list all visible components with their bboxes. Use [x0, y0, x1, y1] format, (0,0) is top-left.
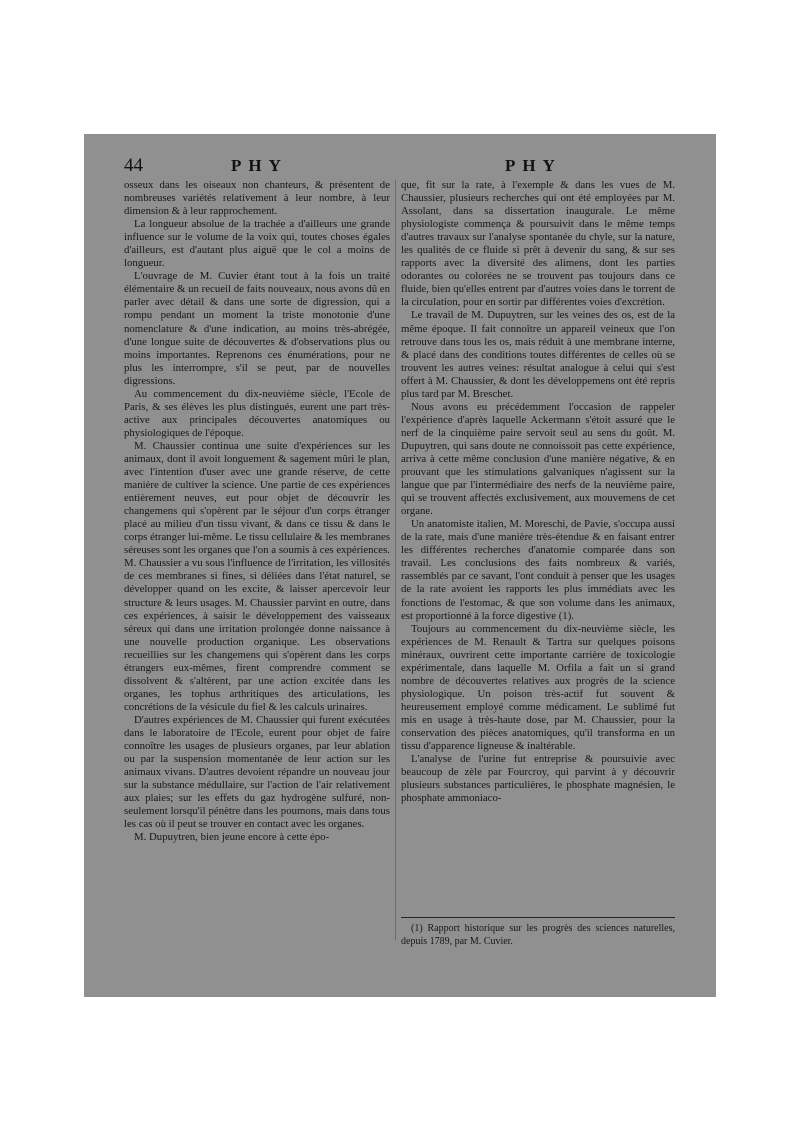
paragraph: M. Dupuytren, bien jeune encore à cette épo- — [134, 831, 330, 844]
footnote — [401, 922, 675, 948]
paragraph: D'autres expériences de M. Chaussier qui furent exécutées dans le laboratoire de l'Ecole, eurent pour objet de faire connoître les usages de plusieurs organes, par leur ablation ou par la suspension momentanée de leur action sur les animaux vivans. D'autres devoient répandre un nouveau jour sur la substance médullaire, sur l'action de l'air relativement aux plaies; sur les effets du gaz hydrogène sulfuré, non-seulement lorsqu'il pénètre dans les poumons, mais dans tous les cas où il peut se trouver en contact avec les organes. — [124, 713, 390, 831]
paragraph: L'analyse de l'urine fut entreprise & poursuivie avec beaucoup de zèle par Fourcroy, qui parvint à y découvrir plusieurs substances particulières, le phosphate magnésien, le phosphate ammoniaco- — [401, 753, 675, 805]
paragraph: Au commencement du dix-neuvième siècle, l'Ecole de Paris, & ses élèves les plus distingués, eurent une part très-active aux principales découvertes anatomiques ou physiologiques de l'époque. — [124, 387, 390, 439]
left-column — [124, 179, 390, 944]
paragraph: Un anatomiste italien, M. Moreschi, de Pavie, s'occupa aussi de la rate, mais d'une manière très-étendue & en faisant entrer les différentes recherches d'anatomie comparée dans son travail. Les conclusions des faits nombreux & variés, rassemblés par ce savant, l'ont conduit à penser que les usages de la rate avoient les rapports les plus immédiats avec les fonctions de l'estomac, & que son volume dans les animaux, est proportionné à la force digestive (1). — [401, 518, 675, 622]
paragraph: La longueur absolue de la trachée a d'ailleurs une grande influence sur le volume de la voix qui, toutes choses égales d'ailleurs, est d'autant plus aiguë que le col a moins de longueur. — [124, 218, 390, 270]
paragraph: Toujours au commencement du dix-neuvième siècle, les expériences de M. Renault & Tartra sur quelques poisons minéraux, ouvrirent cette importante carrière de toxicologie expérimentale, dans laquelle M. Orfila a fait un si grand nombre de découvertes relatives aux progrès de la science physiologique. Un poison très-actif fut souvent & heureusement employé comme médicament. Le sublimé fut mis en usage à très-haute dose, par M. Chaussier, pour la conservation des pièces anatomiques, qu'il transforma en un tissu d'apparence ligneuse & inaltérable. — [401, 622, 675, 753]
paragraph: M. Chaussier continua une suite d'expériences sur les animaux, dont il avoit longuement & sagement mûri le plan, avec l'intention d'user avec une grande réserve, de cette manière de cultiver la science. Une partie de ces expériences entièrement neuves, eut pour objet de découvrir les changemens qui s'opèrent par le séjour d'un corps étranger placé au milieu d'un tissu vivant, & dans ce tissu & dans le corps étranger lui-même. Le tissu cellulaire & les membranes séreuses sont les organes que l'on a soumis à ces expériences. M. Chaussier a vu sous l'influence de l'irritation, les villosités de ces membranes si fines, si déliées dans l'état naturel, se développer quand on les excite, & laisser apercevoir leur structure & leurs usages. M. Chaussier parvint en outre, dans ces expériences, à saisir le développement des vaisseaux séreux qui dans une irritation prolongée donne naissance à une nouvelle production organique. Les observations recueillies sur les changemens qui s'opèrent dans les corps étrangers eux-mêmes, firent comprendre comment se dissolvent & s'altèrent, par une action excitée dans les organes, les tophus arthritiques des articulations, les concrétions de la vésicule du fiel & les calculs urinaires. — [124, 439, 390, 713]
footnote-text: (1) Rapport historique sur les progrès des sciences naturelles, depuis 1789, par M. Cuvier. — [401, 923, 675, 947]
running-head-left: PHY — [231, 156, 288, 175]
paragraph: Nous avons eu précédemment l'occasion de rappeler l'expérience d'après laquelle Ackermann s'étoit assuré que le nerf de la cinquième paire servoit seul au sens du goût. M. Dupuytren, qui sans doute ne connoissoit pas cette expérience, arriva à cette même conclusion d'une manière négative, & en prouvant que les stimulations galvaniques n'agissent sur la langue que par l'intermédiaire des nerfs de la neuvième paire, qui se trouvent affectés exclusivement, aux mouvemens de cet organe. — [401, 400, 675, 518]
running-head-right: PHY — [505, 156, 562, 175]
page-number: 44 — [124, 155, 143, 176]
paragraph: Le travail de M. Dupuytren, sur les veines des os, est de la même époque. Il fait connoître un appareil veineux que l'on retrouve dans tous les os, mais réduit à une membrane interne, & placé dans des conditions toutes différentes de celles où se trouvent les autres veines: résultat analogue à celui qui s'est offert à M. Chaussier, & dont les développemens ont été repris plus tard par M. Breschet. — [401, 309, 675, 400]
column-divider — [395, 180, 396, 940]
right-column — [401, 179, 675, 944]
page-header — [84, 153, 716, 179]
scanned-page — [84, 134, 716, 997]
paragraph: L'ouvrage de M. Cuvier étant tout à la fois un traité élémentaire & un recueil de faits nouveaux, nous avons dû en parler avec détail & dans une sorte de digression, qui a rompu pendant un moment la triste monotonie d'une nomenclature & d'une indication, au moins très-abrégée, d'une longue suite de découvertes & d'observations plus ou moins importantes. Reprenons ces énumérations, pour ne plus les interrompre, s'il se peut, par de nouvelles digressions. — [124, 270, 390, 387]
paragraph: osseux dans les oiseaux non chanteurs, & présentent de nombreuses variétés relativement à leur nombre, à leur dimension & à leur rapprochement. — [124, 179, 390, 218]
paragraph: que, fit sur la rate, à l'exemple & dans les vues de M. Chaussier, plusieurs recherches qui ont été employées par M. Assolant, dans sa dissertation inaugurale. Le même physiologiste commença & poursuivit dans le même temps d'autres travaux sur l'analyse spontanée du chyle, sur la nature, les qualités de ce fluide si prêt à devenir du sang, & sur ses rapports avec la diversité des alimens, dont les parties odorantes ou colorées ne se trouvent pas toujours dans ce fluide, bien qu'elles entrent par d'autres voies dans le torrent de la circulation, pour en sortir par différentes voies d'excrétion. — [401, 179, 675, 309]
footnote-rule — [401, 917, 675, 918]
